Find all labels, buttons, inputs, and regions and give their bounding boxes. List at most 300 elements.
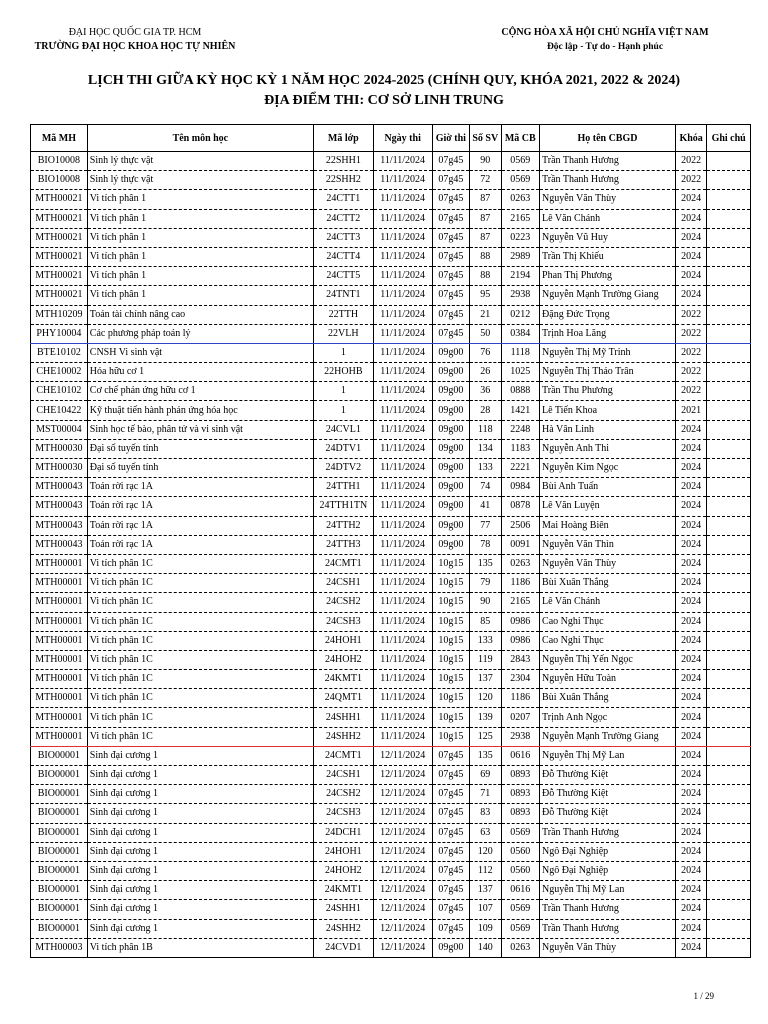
- table-cell: [707, 420, 751, 439]
- table-cell: 24CTT4: [313, 247, 373, 266]
- table-cell: [707, 305, 751, 324]
- column-header: Mã CB: [501, 125, 540, 152]
- table-cell: Toán rời rạc 1A: [87, 497, 313, 516]
- table-cell: MTH10209: [31, 305, 88, 324]
- table-cell: 2024: [675, 420, 706, 439]
- column-header: Giờ thi: [432, 125, 470, 152]
- table-cell: 119: [470, 650, 501, 669]
- table-cell: 24CTT1: [313, 190, 373, 209]
- table-row: [31, 343, 751, 362]
- table-cell: CHE10102: [31, 382, 88, 401]
- table-cell: 24QMT1: [313, 689, 373, 708]
- table-row: [31, 171, 751, 190]
- table-cell: MTH00001: [31, 708, 88, 727]
- table-cell: Hà Vân Linh: [540, 420, 676, 439]
- table-cell: 28: [470, 401, 501, 420]
- table-cell: 11/11/2024: [373, 708, 432, 727]
- table-row: [31, 861, 751, 880]
- table-cell: [707, 324, 751, 343]
- header-left: [20, 26, 250, 54]
- table-cell: 2024: [675, 900, 706, 919]
- table-cell: 78: [470, 535, 501, 554]
- table-cell: 11/11/2024: [373, 727, 432, 746]
- table-cell: 10g15: [432, 708, 470, 727]
- table-cell: [707, 382, 751, 401]
- table-cell: 1025: [501, 363, 540, 382]
- table-cell: 139: [470, 708, 501, 727]
- table-cell: 07g45: [432, 171, 470, 190]
- table-cell: 109: [470, 919, 501, 938]
- table-cell: 09g00: [432, 363, 470, 382]
- table-cell: 83: [470, 804, 501, 823]
- table-cell: 0616: [501, 881, 540, 900]
- table-cell: MTH00001: [31, 574, 88, 593]
- table-cell: Vi tích phân 1B: [87, 938, 313, 957]
- table-cell: [707, 286, 751, 305]
- table-cell: Vi tích phân 1C: [87, 612, 313, 631]
- table-cell: Sinh đại cương 1: [87, 746, 313, 765]
- table-cell: 11/11/2024: [373, 305, 432, 324]
- table-cell: 12/11/2024: [373, 785, 432, 804]
- table-cell: 24TTH1: [313, 478, 373, 497]
- table-cell: 79: [470, 574, 501, 593]
- table-cell: 22VLH: [313, 324, 373, 343]
- table-cell: Vi tích phân 1: [87, 286, 313, 305]
- table-cell: 10g15: [432, 631, 470, 650]
- table-cell: 09g00: [432, 938, 470, 957]
- table-row: [31, 881, 751, 900]
- table-row: [31, 919, 751, 938]
- table-cell: 10g15: [432, 670, 470, 689]
- table-cell: [707, 152, 751, 171]
- table-row: [31, 152, 751, 171]
- table-cell: 11/11/2024: [373, 516, 432, 535]
- table-cell: Vi tích phân 1C: [87, 650, 313, 669]
- table-cell: Vi tích phân 1C: [87, 727, 313, 746]
- table-cell: 07g45: [432, 823, 470, 842]
- table-cell: 112: [470, 861, 501, 880]
- table-cell: BIO00001: [31, 746, 88, 765]
- table-cell: Vi tích phân 1C: [87, 574, 313, 593]
- table-cell: Vi tích phân 1: [87, 228, 313, 247]
- table-cell: 24HOH1: [313, 631, 373, 650]
- table-cell: 2024: [675, 938, 706, 957]
- table-cell: 2024: [675, 631, 706, 650]
- table-cell: Cao Nghi Thục: [540, 612, 676, 631]
- table-cell: Vi tích phân 1: [87, 209, 313, 228]
- table-cell: 0091: [501, 535, 540, 554]
- table-cell: [707, 593, 751, 612]
- table-cell: Toán rời rạc 1A: [87, 535, 313, 554]
- table-row: [31, 305, 751, 324]
- table-cell: Đỗ Thường Kiệt: [540, 785, 676, 804]
- table-cell: 133: [470, 631, 501, 650]
- table-row: [31, 478, 751, 497]
- table-cell: BIO00001: [31, 842, 88, 861]
- table-cell: 2024: [675, 516, 706, 535]
- table-cell: 07g45: [432, 881, 470, 900]
- table-cell: Bùi Anh Tuấn: [540, 478, 676, 497]
- table-row: [31, 746, 751, 765]
- table-cell: Sinh lý thực vật: [87, 152, 313, 171]
- table-cell: [707, 804, 751, 823]
- table-cell: 12/11/2024: [373, 900, 432, 919]
- table-cell: 11/11/2024: [373, 343, 432, 362]
- table-cell: Nguyễn Thị Mỹ Trinh: [540, 343, 676, 362]
- table-cell: 24CSH2: [313, 785, 373, 804]
- table-cell: 2024: [675, 708, 706, 727]
- table-cell: 2024: [675, 766, 706, 785]
- table-cell: 2024: [675, 650, 706, 669]
- table-cell: 2024: [675, 497, 706, 516]
- table-cell: 41: [470, 497, 501, 516]
- table-cell: MTH00021: [31, 209, 88, 228]
- table-cell: 24CSH2: [313, 593, 373, 612]
- table-cell: 22TTH: [313, 305, 373, 324]
- table-cell: CHE10422: [31, 401, 88, 420]
- table-row: [31, 382, 751, 401]
- table-cell: 50: [470, 324, 501, 343]
- table-cell: 95: [470, 286, 501, 305]
- table-cell: Đỗ Thường Kiệt: [540, 766, 676, 785]
- table-cell: 2165: [501, 209, 540, 228]
- table-cell: 2024: [675, 919, 706, 938]
- table-cell: 24DCH1: [313, 823, 373, 842]
- table-cell: 07g45: [432, 190, 470, 209]
- table-cell: 24CVD1: [313, 938, 373, 957]
- table-cell: 11/11/2024: [373, 363, 432, 382]
- table-cell: BIO00001: [31, 804, 88, 823]
- table-cell: 24CSH1: [313, 574, 373, 593]
- table-cell: 26: [470, 363, 501, 382]
- table-cell: [707, 363, 751, 382]
- table-cell: 120: [470, 842, 501, 861]
- table-cell: BIO10008: [31, 171, 88, 190]
- table-cell: 11/11/2024: [373, 497, 432, 516]
- table-cell: 11/11/2024: [373, 247, 432, 266]
- table-cell: 11/11/2024: [373, 478, 432, 497]
- table-cell: [707, 190, 751, 209]
- table-cell: 07g45: [432, 305, 470, 324]
- table-cell: 87: [470, 190, 501, 209]
- table-cell: MTH00030: [31, 439, 88, 458]
- table-cell: 2022: [675, 324, 706, 343]
- table-cell: 24TTH1TN: [313, 497, 373, 516]
- table-cell: BIO10008: [31, 152, 88, 171]
- table-cell: MTH00030: [31, 459, 88, 478]
- table-cell: 07g45: [432, 247, 470, 266]
- table-cell: Vi tích phân 1C: [87, 593, 313, 612]
- table-cell: Trần Thị Khiếu: [540, 247, 676, 266]
- table-row: [31, 938, 751, 957]
- table-cell: 11/11/2024: [373, 209, 432, 228]
- table-cell: BIO00001: [31, 881, 88, 900]
- header-right: [480, 26, 730, 54]
- table-cell: [707, 727, 751, 746]
- table-cell: [707, 459, 751, 478]
- table-cell: BIO00001: [31, 823, 88, 842]
- table-cell: 0263: [501, 938, 540, 957]
- table-cell: 09g00: [432, 401, 470, 420]
- table-cell: 07g45: [432, 267, 470, 286]
- table-cell: [707, 343, 751, 362]
- table-cell: 2024: [675, 554, 706, 573]
- table-cell: MTH00001: [31, 689, 88, 708]
- table-row: [31, 497, 751, 516]
- table-cell: Sinh đại cương 1: [87, 842, 313, 861]
- table-cell: 22SHH2: [313, 171, 373, 190]
- table-cell: 2022: [675, 152, 706, 171]
- table-cell: 135: [470, 554, 501, 573]
- table-cell: 09g00: [432, 343, 470, 362]
- table-cell: 11/11/2024: [373, 535, 432, 554]
- table-cell: MTH00001: [31, 650, 88, 669]
- table-cell: 11/11/2024: [373, 574, 432, 593]
- table-cell: 10g15: [432, 612, 470, 631]
- table-cell: 2024: [675, 804, 706, 823]
- table-cell: [707, 919, 751, 938]
- table-cell: MST00004: [31, 420, 88, 439]
- table-cell: 09g00: [432, 478, 470, 497]
- table-cell: 24SHH1: [313, 900, 373, 919]
- table-row: [31, 363, 751, 382]
- table-cell: Nguyễn Vũ Huy: [540, 228, 676, 247]
- table-cell: MTH00001: [31, 670, 88, 689]
- table-cell: Trần Thu Phương: [540, 382, 676, 401]
- table-row: [31, 554, 751, 573]
- table-cell: 90: [470, 593, 501, 612]
- table-cell: 1118: [501, 343, 540, 362]
- table-cell: 09g00: [432, 382, 470, 401]
- table-cell: 11/11/2024: [373, 459, 432, 478]
- table-cell: Vi tích phân 1C: [87, 708, 313, 727]
- table-cell: 24DTV2: [313, 459, 373, 478]
- table-cell: BIO00001: [31, 919, 88, 938]
- table-cell: 0569: [501, 900, 540, 919]
- table-cell: 12/11/2024: [373, 823, 432, 842]
- table-row: [31, 785, 751, 804]
- table-cell: 0888: [501, 382, 540, 401]
- table-cell: Lê Văn Chánh: [540, 209, 676, 228]
- table-cell: 0893: [501, 785, 540, 804]
- table-cell: 0560: [501, 861, 540, 880]
- table-cell: Nguyễn Kim Ngọc: [540, 459, 676, 478]
- table-cell: 21: [470, 305, 501, 324]
- table-cell: 2024: [675, 842, 706, 861]
- table-cell: Trịnh Anh Ngọc: [540, 708, 676, 727]
- table-cell: Ngô Đại Nghiệp: [540, 842, 676, 861]
- table-cell: 0263: [501, 554, 540, 573]
- table-cell: Nguyễn Văn Thùy: [540, 190, 676, 209]
- table-cell: 12/11/2024: [373, 746, 432, 765]
- table-cell: Vi tích phân 1C: [87, 670, 313, 689]
- table-row: [31, 900, 751, 919]
- table-cell: Nguyễn Văn Thùy: [540, 938, 676, 957]
- table-cell: 69: [470, 766, 501, 785]
- table-row: [31, 727, 751, 746]
- table-cell: Lê Văn Luyện: [540, 497, 676, 516]
- table-cell: [707, 900, 751, 919]
- table-cell: 0560: [501, 842, 540, 861]
- table-cell: 0986: [501, 612, 540, 631]
- table-cell: 2022: [675, 171, 706, 190]
- table-cell: MTH00043: [31, 535, 88, 554]
- table-cell: 2024: [675, 593, 706, 612]
- table-cell: 24HOH2: [313, 861, 373, 880]
- table-cell: 2024: [675, 670, 706, 689]
- table-cell: 07g45: [432, 919, 470, 938]
- table-cell: 24TNT1: [313, 286, 373, 305]
- table-cell: [707, 478, 751, 497]
- table-cell: MTH00001: [31, 631, 88, 650]
- table-row: [31, 516, 751, 535]
- table-cell: 74: [470, 478, 501, 497]
- table-cell: 07g45: [432, 861, 470, 880]
- table-cell: 2024: [675, 823, 706, 842]
- table-cell: Nguyễn Mạnh Trường Giang: [540, 286, 676, 305]
- table-cell: Vi tích phân 1C: [87, 689, 313, 708]
- table-cell: 125: [470, 727, 501, 746]
- table-cell: 0569: [501, 152, 540, 171]
- table-cell: BIO00001: [31, 785, 88, 804]
- document-title: LỊCH THI GIỮA KỲ HỌC KỲ 1 NĂM HỌC 2024-2025 (CHÍNH QUY, KHÓA 2021, 2022 & 2024): [87, 73, 681, 88]
- table-cell: Bùi Xuân Thắng: [540, 574, 676, 593]
- table-cell: Nguyễn Văn Thùy: [540, 554, 676, 573]
- table-cell: 11/11/2024: [373, 631, 432, 650]
- table-cell: [707, 401, 751, 420]
- table-cell: Sinh đại cương 1: [87, 861, 313, 880]
- table-cell: 10g15: [432, 593, 470, 612]
- table-cell: 36: [470, 382, 501, 401]
- table-cell: 2221: [501, 459, 540, 478]
- table-cell: [707, 708, 751, 727]
- table-cell: MTH00021: [31, 247, 88, 266]
- table-cell: 140: [470, 938, 501, 957]
- table-cell: 2024: [675, 746, 706, 765]
- table-cell: [707, 746, 751, 765]
- table-cell: 135: [470, 746, 501, 765]
- table-cell: 11/11/2024: [373, 228, 432, 247]
- table-cell: Sinh đại cương 1: [87, 804, 313, 823]
- table-cell: 2843: [501, 650, 540, 669]
- table-cell: 11/11/2024: [373, 554, 432, 573]
- table-cell: 24KMT1: [313, 670, 373, 689]
- table-cell: 11/11/2024: [373, 324, 432, 343]
- table-cell: 11/11/2024: [373, 152, 432, 171]
- table-cell: 90: [470, 152, 501, 171]
- table-cell: 2989: [501, 247, 540, 266]
- table-cell: [707, 689, 751, 708]
- table-cell: 2248: [501, 420, 540, 439]
- table-cell: 2194: [501, 267, 540, 286]
- table-cell: BTE10102: [31, 343, 88, 362]
- table-cell: Ngô Đại Nghiệp: [540, 861, 676, 880]
- table-cell: [707, 650, 751, 669]
- table-cell: 24CSH1: [313, 766, 373, 785]
- table-cell: [707, 247, 751, 266]
- table-cell: 2024: [675, 439, 706, 458]
- table-cell: 0893: [501, 766, 540, 785]
- table-cell: 1: [313, 343, 373, 362]
- table-cell: Sinh đại cương 1: [87, 823, 313, 842]
- table-cell: 24CMT1: [313, 746, 373, 765]
- table-cell: [707, 497, 751, 516]
- table-cell: 137: [470, 881, 501, 900]
- table-cell: [707, 439, 751, 458]
- table-cell: Bùi Xuân Thắng: [540, 689, 676, 708]
- table-cell: 11/11/2024: [373, 420, 432, 439]
- table-cell: 11/11/2024: [373, 593, 432, 612]
- table-cell: Toán rời rạc 1A: [87, 478, 313, 497]
- table-cell: BIO00001: [31, 861, 88, 880]
- table-row: [31, 670, 751, 689]
- table-cell: 133: [470, 459, 501, 478]
- table-cell: 107: [470, 900, 501, 919]
- table-cell: 1421: [501, 401, 540, 420]
- table-cell: 12/11/2024: [373, 919, 432, 938]
- table-cell: 07g45: [432, 286, 470, 305]
- table-cell: 0893: [501, 804, 540, 823]
- table-cell: [707, 881, 751, 900]
- column-header: Họ tên CBGD: [540, 125, 676, 152]
- table-cell: 07g45: [432, 900, 470, 919]
- table-cell: Đại số tuyến tính: [87, 459, 313, 478]
- table-cell: 1186: [501, 574, 540, 593]
- table-cell: 10g15: [432, 650, 470, 669]
- table-cell: BIO00001: [31, 900, 88, 919]
- table-cell: [707, 554, 751, 573]
- table-cell: 11/11/2024: [373, 670, 432, 689]
- table-cell: Toán rời rạc 1A: [87, 516, 313, 535]
- table-cell: 24CVL1: [313, 420, 373, 439]
- table-cell: 24CMT1: [313, 554, 373, 573]
- table-cell: 10g15: [432, 689, 470, 708]
- table-cell: 07g45: [432, 209, 470, 228]
- table-cell: 0207: [501, 708, 540, 727]
- table-cell: 1: [313, 401, 373, 420]
- table-cell: 07g45: [432, 842, 470, 861]
- table-cell: Các phương pháp toán lý: [87, 324, 313, 343]
- table-cell: 07g45: [432, 228, 470, 247]
- table-cell: [707, 631, 751, 650]
- table-cell: 2506: [501, 516, 540, 535]
- table-cell: 0569: [501, 823, 540, 842]
- table-row: [31, 190, 751, 209]
- table-cell: 11/11/2024: [373, 171, 432, 190]
- table-row: [31, 631, 751, 650]
- table-cell: 120: [470, 689, 501, 708]
- table-cell: 88: [470, 247, 501, 266]
- table-cell: [707, 574, 751, 593]
- column-header: Khóa: [675, 125, 706, 152]
- table-cell: [707, 612, 751, 631]
- table-cell: 12/11/2024: [373, 766, 432, 785]
- table-cell: Toán tài chính nâng cao: [87, 305, 313, 324]
- table-cell: Lê Tiến Khoa: [540, 401, 676, 420]
- table-cell: 11/11/2024: [373, 612, 432, 631]
- table-cell: 24HOH1: [313, 842, 373, 861]
- table-cell: Mai Hoàng Biên: [540, 516, 676, 535]
- table-cell: 1: [313, 382, 373, 401]
- table-cell: 2024: [675, 228, 706, 247]
- table-cell: [707, 842, 751, 861]
- table-cell: 24TTH3: [313, 535, 373, 554]
- table-row: [31, 708, 751, 727]
- table-cell: 24CTT5: [313, 267, 373, 286]
- table-cell: Cao Nghi Thục: [540, 631, 676, 650]
- table-cell: [707, 171, 751, 190]
- table-cell: 0223: [501, 228, 540, 247]
